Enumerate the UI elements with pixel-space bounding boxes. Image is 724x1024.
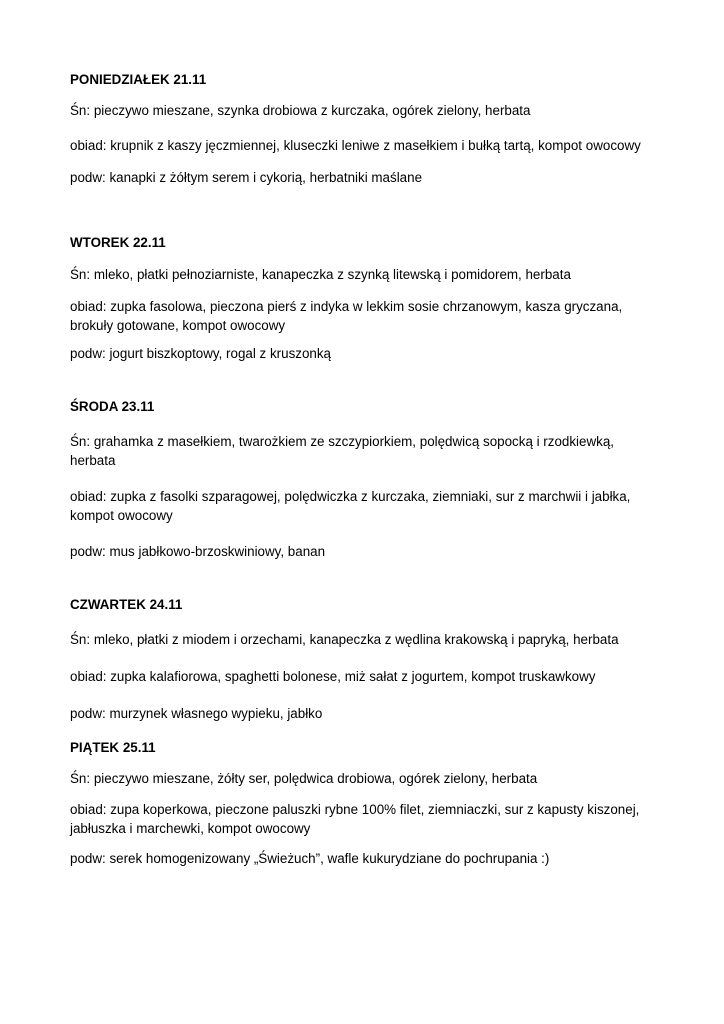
snack-wednesday: podw: mus jabłkowo-brzoskwiniowy, banan bbox=[70, 544, 326, 559]
day-heading-friday: PIĄTEK 25.11 bbox=[70, 740, 156, 755]
snack-friday: podw: serek homogenizowany „Świeżuch”, wafle kukurydziane do pochrupania :) bbox=[70, 851, 550, 866]
breakfast-tuesday: Śn: mleko, płatki pełnoziarniste, kanapeczka z szynką litewską i pomidorem, herbata bbox=[70, 267, 571, 282]
day-heading-tuesday: WTOREK 22.11 bbox=[70, 235, 166, 250]
lunch-thursday: obiad: zupka kalafiorowa, spaghetti bolonese, miż sałat z jogurtem, kompot truskawkowy bbox=[70, 669, 596, 684]
breakfast-wednesday: Śn: grahamka z masełkiem, twarożkiem ze szczypiorkiem, polędwicą sopocką i rzodkiewką, herbata bbox=[70, 434, 615, 468]
lunch-friday: obiad: zupa koperkowa, pieczone paluszki rybne 100% filet, ziemniaczki, sur z kapusty kiszonej, jabłuszka i marchewki, kompot owocowy bbox=[70, 802, 640, 836]
lunch-monday: obiad: krupnik z kaszy jęczmiennej, kluseczki leniwe z masełkiem i bułką tartą, kompot owocowy bbox=[70, 138, 641, 153]
snack-tuesday: podw: jogurt biszkoptowy, rogal z kruszonką bbox=[70, 346, 331, 361]
day-heading-monday: PONIEDZIAŁEK 21.11 bbox=[70, 72, 207, 87]
breakfast-thursday: Śn: mleko, płatki z miodem i orzechami, kanapeczka z wędlina krakowską i papryką, herbata bbox=[70, 632, 619, 647]
day-heading-thursday: CZWARTEK 24.11 bbox=[70, 597, 183, 612]
breakfast-friday: Śn: pieczywo mieszane, żółty ser, polędwica drobiowa, ogórek zielony, herbata bbox=[70, 771, 538, 786]
lunch-tuesday: obiad: zupka fasolowa, pieczona pierś z indyka w lekkim sosie chrzanowym, kasza gryczana, brokuły gotowane, kompot owocowy bbox=[70, 299, 623, 333]
snack-thursday: podw: murzynek własnego wypieku, jabłko bbox=[70, 706, 323, 721]
day-heading-wednesday: ŚRODA 23.11 bbox=[70, 399, 155, 414]
snack-monday: podw: kanapki z żółtym serem i cykorią, herbatniki maślane bbox=[70, 170, 423, 185]
breakfast-monday: Śn: pieczywo mieszane, szynka drobiowa z kurczaka, ogórek zielony, herbata bbox=[70, 103, 531, 118]
lunch-wednesday: obiad: zupka z fasolki szparagowej, polędwiczka z kurczaka, ziemniaki, sur z marchwii i jabłka, kompot owocowy bbox=[70, 489, 631, 523]
